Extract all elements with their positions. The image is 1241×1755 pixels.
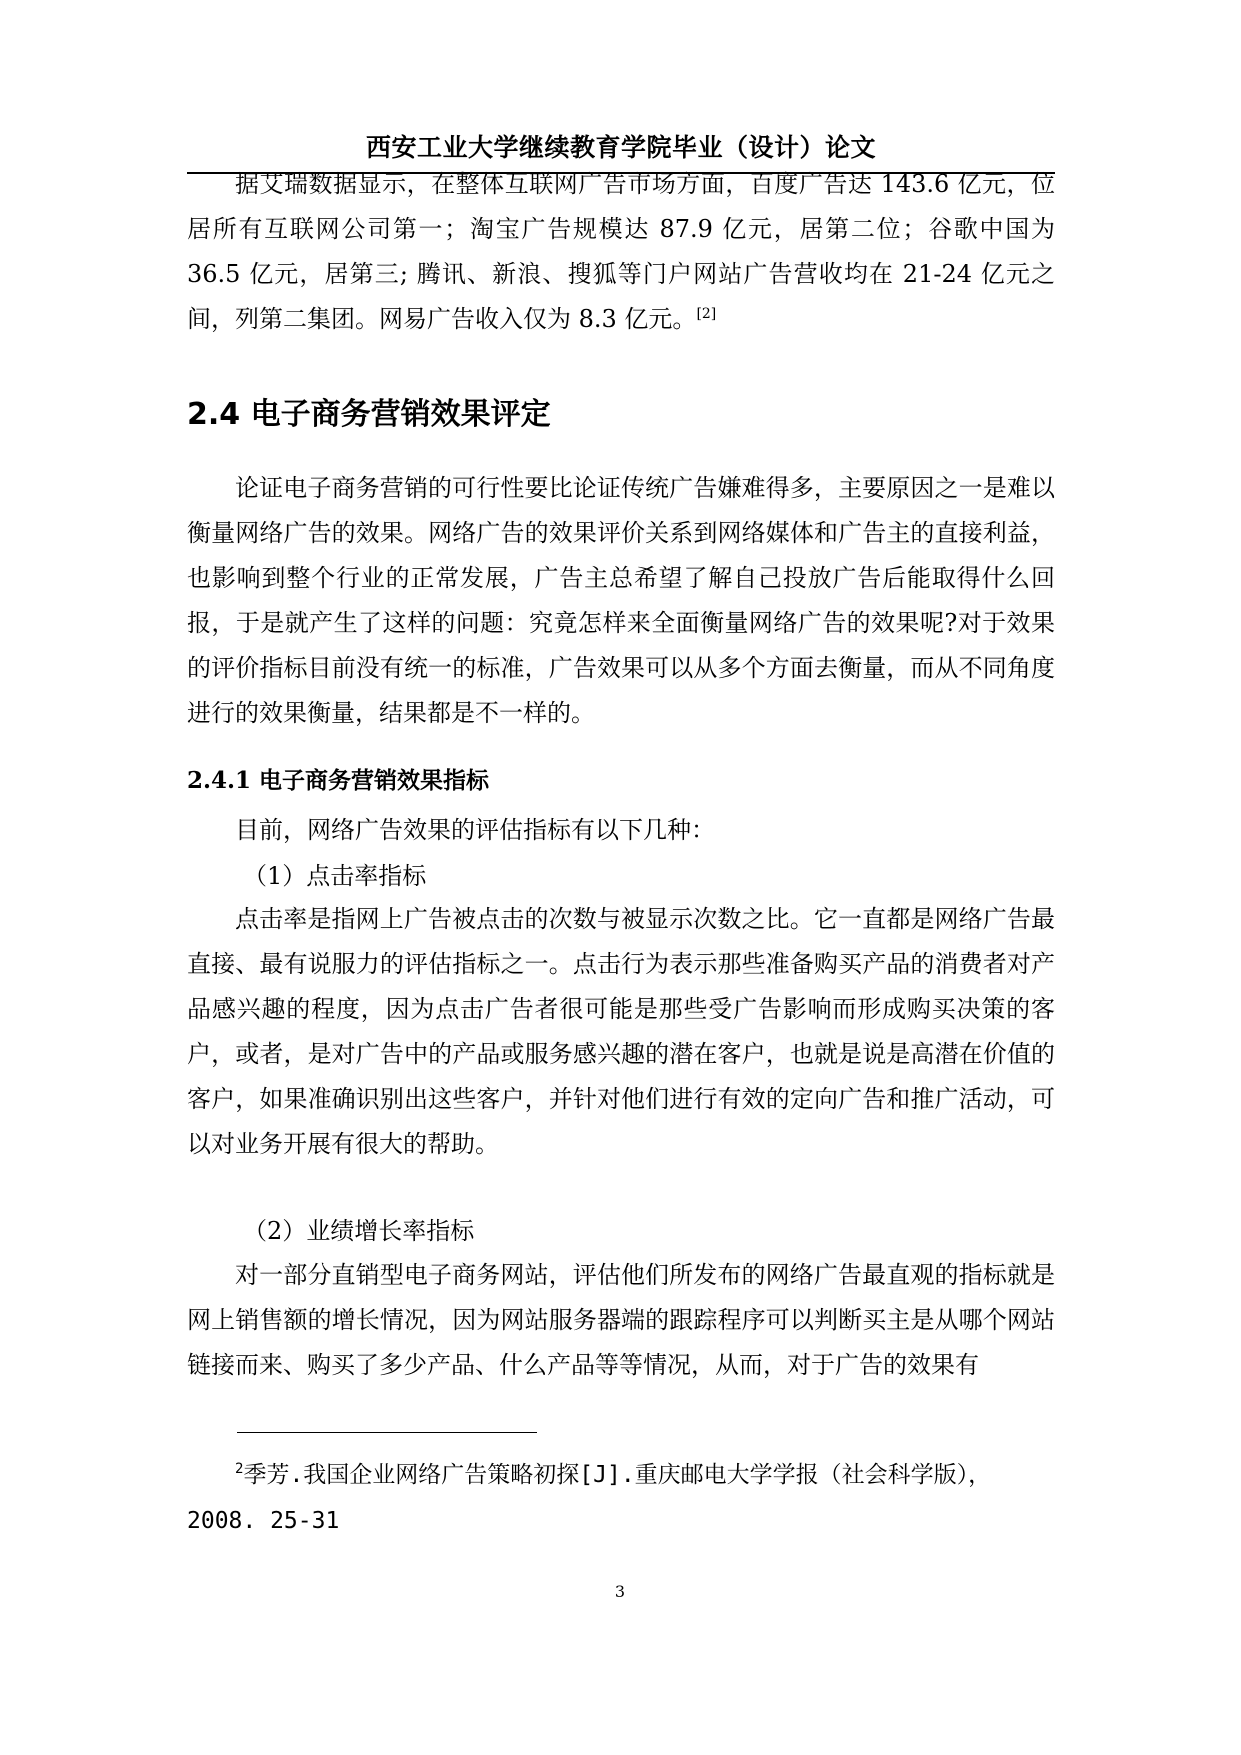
running-header: 西安工业大学继续教育学院毕业（设计）论文 xyxy=(365,133,876,162)
list-item-click-rate: （1）点击率指标 xyxy=(243,862,427,890)
subsection-heading-2-4-1: 2.4.1 电子商务营销效果指标 xyxy=(187,767,490,794)
paragraph-indicator-intro: 目前，网络广告效果的评估指标有以下几种： xyxy=(235,816,715,844)
paragraph-effect-evaluation: 论证电子商务营销的可行性要比论证传统广告嫌难得多，主要原因之一是难以衡量网络广告的效果。网络广告的效果评价关系到网络媒体和广告主的直接利益，也影响到整个行业的正常发展，广告主总希望了解自己投放广告后能取得什么回报，于是就产生了这样的问题：究竟怎样来全面衡量网络广告的效果呢?对于效果的评价指标目前没有统一的标准，广告效果可以从多个方面去衡量，而从不同角度进行的效果衡量，结果都是不一样的。 xyxy=(187,474,1055,727)
citation-superscript: [2] xyxy=(696,306,717,322)
list-item-growth-rate: （2）业绩增长率指标 xyxy=(243,1217,475,1245)
paragraph-click-rate: 点击率是指网上广告被点击的次数与被显示次数之比。它一直都是网络广告最直接、最有说服力的评估指标之一。点击行为表示那些准备购买产品的消费者对产品感兴趣的程度，因为点击广告者很可能是那些受广告影响而形成购买决策的客户，或者，是对广告中的产品或服务感兴趣的潜在客户，也就是说是高潜在价值的客户，如果准确识别出这些客户，并针对他们进行有效的定向广告和推广活动，可以对业务开展有很大的帮助。 xyxy=(187,905,1055,1158)
footnote xyxy=(187,1452,1055,1544)
paragraph-ad-market-stats xyxy=(187,162,1055,342)
footnote-text: 季芳.我国企业网络广告策略初探[J].重庆邮电大学学报（社会科学版），2008. 25-31 xyxy=(187,1462,992,1534)
section-heading-2-4: 2.4 电子商务营销效果评定 xyxy=(187,397,551,432)
footnote-separator xyxy=(237,1432,537,1433)
paragraph-text: 据艾瑞数据显示，在整体互联网广告市场方面，百度广告达 143.6 亿元，位居所有互联网公司第一；淘宝广告规模达 87.9 亿元，居第二位；谷歌中国为 36.5 亿元，居第三; 腾讯、新浪、搜狐等门户网站广告营收均在 21-24 亿元之间，列第二集团。网易广告收入仅为 8.3 亿元。 xyxy=(187,170,1055,333)
paragraph-growth-rate: 对一部分直销型电子商务网站，评估他们所发布的网络广告最直观的指标就是网上销售额的增长情况，因为网站服务器端的跟踪程序可以判断买主是从哪个网站链接而来、购买了多少产品、什么产品等等情况，从而，对于广告的效果有 xyxy=(187,1261,1055,1379)
footnote-mark: 2 xyxy=(235,1461,244,1477)
page-number: 3 xyxy=(614,1582,626,1601)
